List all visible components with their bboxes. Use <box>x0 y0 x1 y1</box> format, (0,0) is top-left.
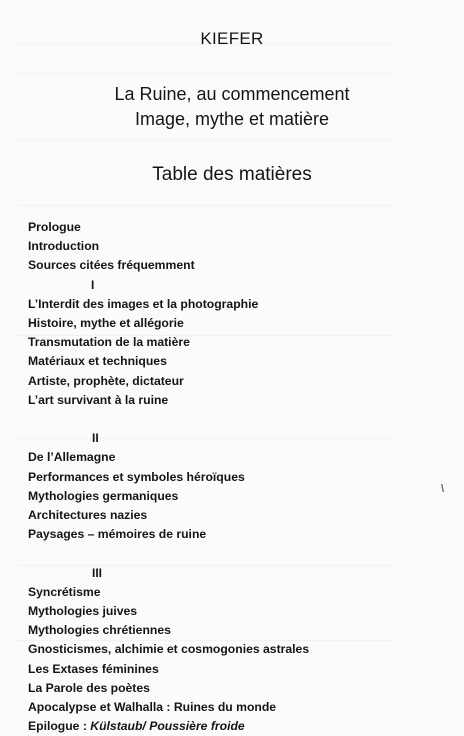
toc-entry: Performances et symboles héroïques <box>28 469 245 484</box>
toc-entry: Les Extases féminines <box>28 661 159 676</box>
toc-entry-sources: Sources citées fréquemment <box>28 258 195 273</box>
toc-entry: Mythologies juives <box>28 604 138 619</box>
bleed-through-line <box>18 73 394 74</box>
toc-entry: Matériaux et techniques <box>28 354 167 369</box>
part-numeral-2: II <box>92 431 99 446</box>
toc-entry: Architectures nazies <box>28 508 148 523</box>
bleed-through-line <box>18 205 394 206</box>
toc-entry: Histoire, mythe et allégorie <box>28 316 184 331</box>
toc-entry: Paysages – mémoires de ruine <box>28 527 207 542</box>
book-title: La Ruine, au commencement <box>114 84 350 104</box>
toc-entry-introduction: Introduction <box>28 239 100 254</box>
toc-entry: Apocalypse et Walhalla : Ruines du monde <box>28 700 277 715</box>
author-name: KIEFER <box>200 29 264 48</box>
toc-entry: De l’Allemagne <box>28 450 116 465</box>
toc-entry: Artiste, prophète, dictateur <box>28 373 184 388</box>
toc-entry: Mythologies chrétiennes <box>28 623 171 638</box>
toc-heading: Table des matières <box>152 164 312 185</box>
toc-entry: Transmutation de la matière <box>28 335 190 350</box>
epilogue-title: Külstaub/ Poussière froide <box>90 719 245 734</box>
toc-entry: Mythologies germaniques <box>28 488 179 503</box>
table-of-contents <box>28 218 448 736</box>
toc-entry-prologue: Prologue <box>28 220 81 234</box>
toc-entry: L’art survivant à la ruine <box>28 392 169 407</box>
part-numeral-1: I <box>91 277 95 292</box>
part-numeral-3: III <box>92 565 103 580</box>
toc-entry-epilogue <box>28 717 448 736</box>
book-subtitle: Image, mythe et matière <box>134 109 330 129</box>
epilogue-label: Epilogue : <box>28 719 91 734</box>
stray-pen-mark: \ <box>441 483 445 495</box>
toc-entry: L’Interdit des images et la photographie <box>28 296 259 311</box>
toc-entry: Syncrétisme <box>28 584 101 599</box>
bleed-through-line <box>18 140 394 141</box>
toc-entry: La Parole des poètes <box>28 680 150 695</box>
toc-entry: Gnosticismes, alchimie et cosmogonies astrales <box>28 642 310 657</box>
